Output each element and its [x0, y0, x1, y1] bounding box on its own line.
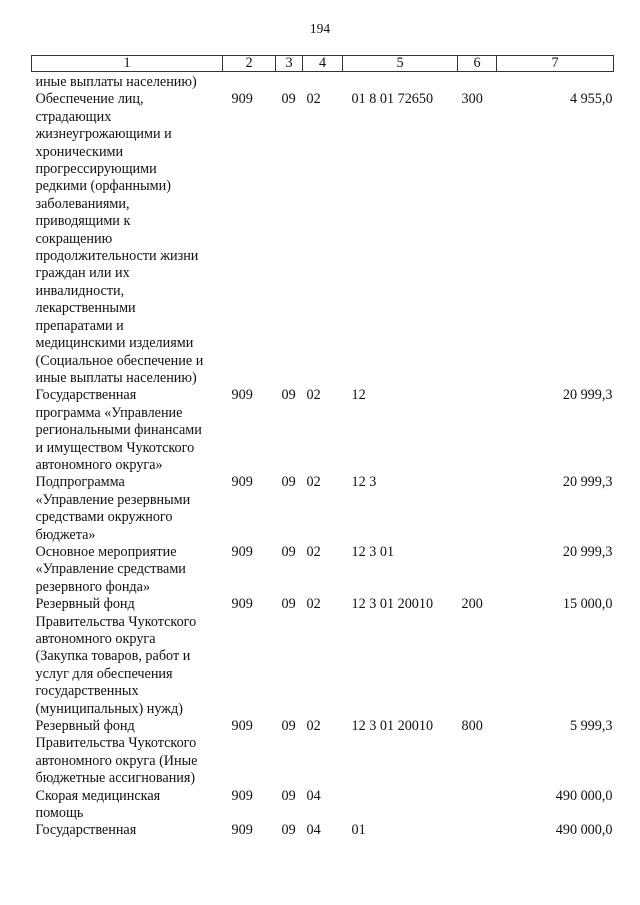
row-name-line: приводящими к	[35, 213, 131, 230]
target-article: 12 3 01 20010	[351, 718, 434, 735]
amount: 20 999,3	[562, 387, 613, 404]
row-name-line: Правительства Чукотского	[35, 735, 197, 752]
target-article: 12 3 01 20010	[351, 596, 434, 613]
row-name-line: медицинскими изделиями	[35, 335, 194, 352]
admin-code: 909	[231, 474, 253, 491]
row-name-line: автономного округа»	[35, 456, 163, 473]
table-row	[32, 718, 614, 788]
admin-code: 909	[231, 718, 253, 735]
header-row	[32, 56, 614, 72]
section-code: 09	[281, 387, 296, 404]
row-name-line: региональными финансами	[35, 422, 202, 439]
row-name-line: государственных	[35, 683, 139, 700]
amount: 490 000,0	[555, 822, 613, 839]
expense-type	[458, 544, 497, 596]
table-row	[32, 788, 614, 823]
row-name-line: сокращению	[35, 230, 113, 247]
row-name-line: заболеваниями,	[35, 195, 130, 212]
row-name-line: лекарственными	[35, 300, 136, 317]
table-row	[32, 596, 614, 718]
section-code: 09	[281, 718, 296, 735]
row-name-line: граждан или их	[35, 265, 130, 282]
row-name-line: Основное мероприятие	[35, 543, 177, 560]
section-code: 09	[281, 787, 296, 804]
row-name-line: продолжительности жизни	[35, 248, 199, 265]
row-name-line: Правительства Чукотского	[35, 613, 197, 630]
subsection-code: 02	[306, 543, 321, 560]
expense-type: 300	[461, 91, 483, 108]
admin-code: 909	[231, 787, 253, 804]
subsection-code: 02	[306, 387, 321, 404]
row-name-line: «Управление резервными	[35, 491, 191, 508]
subsection-code: 04	[306, 822, 321, 839]
table-row	[32, 91, 614, 387]
subsection-code: 02	[306, 718, 321, 735]
row-name-line: бюджета»	[35, 526, 96, 543]
row-name-line: и имуществом Чукотского	[35, 439, 195, 456]
row-name-line: препаратами и	[35, 317, 124, 334]
row-name-line: Государственная	[35, 822, 137, 839]
row-name-line: Государственная	[35, 387, 137, 404]
section-code: 09	[281, 474, 296, 491]
amount: 15 000,0	[562, 596, 613, 613]
row-name-line: страдающих	[35, 108, 112, 125]
header-col-2: 2	[223, 56, 276, 72]
row-name-line: Резервный фонд	[35, 596, 135, 613]
table-row	[32, 474, 614, 544]
admin-code: 909	[231, 822, 253, 839]
row-name-line: прогрессирующими	[35, 161, 157, 178]
continuation-row	[32, 72, 614, 92]
row-name-line: инвалидности,	[35, 282, 125, 299]
header-col-5: 5	[343, 56, 458, 72]
row-name	[32, 544, 223, 596]
amount: 20 999,3	[562, 543, 613, 560]
section-code: 09	[281, 596, 296, 613]
amount: 4 955,0	[569, 91, 613, 108]
row-name-line: хроническими	[35, 143, 124, 160]
row-name	[32, 596, 223, 718]
header-col-1: 1	[32, 56, 223, 72]
row-name-line: редкими (орфанными)	[35, 178, 171, 195]
row-name-line: автономного округа	[35, 631, 156, 647]
expense-type	[458, 474, 497, 544]
target-article: 12	[351, 387, 366, 404]
subsection-code: 02	[306, 474, 321, 491]
continuation-text: иные выплаты населению)	[35, 74, 197, 90]
row-name	[32, 788, 223, 823]
expense-type	[458, 788, 497, 823]
target-article: 01 8 01 72650	[351, 91, 434, 108]
row-name-line: услуг для обеспечения	[35, 665, 173, 682]
admin-code: 909	[231, 91, 253, 108]
amount: 5 999,3	[569, 718, 613, 735]
row-name-line: средствами окружного	[35, 509, 173, 526]
subsection-code: 02	[306, 91, 321, 108]
target-article: 01	[351, 822, 366, 839]
row-name-line: «Управление средствами	[35, 561, 186, 578]
row-name-line: бюджетные ассигнования)	[35, 770, 196, 787]
header-col-7: 7	[497, 56, 614, 72]
section-code: 09	[281, 543, 296, 560]
table-row	[32, 544, 614, 596]
row-name-line: (Закупка товаров, работ и	[35, 648, 191, 665]
section-code: 09	[281, 91, 296, 108]
table-row	[32, 822, 614, 839]
admin-code: 909	[231, 596, 253, 613]
row-name	[32, 387, 223, 474]
header-col-6: 6	[458, 56, 497, 72]
target-article	[343, 788, 458, 823]
page-number: 194	[309, 21, 331, 36]
admin-code: 909	[231, 543, 253, 560]
header-col-4: 4	[303, 56, 343, 72]
row-name-line: Обеспечение лиц,	[35, 91, 144, 108]
budget-table	[31, 55, 614, 840]
row-name-line: (Социальное обеспечение и	[35, 352, 204, 369]
section-code: 09	[281, 822, 296, 839]
table-row	[32, 387, 614, 474]
header-col-3: 3	[276, 56, 303, 72]
row-name-line: Скорая медицинская	[35, 787, 161, 804]
target-article: 12 3 01	[351, 543, 395, 560]
row-name	[32, 822, 223, 839]
row-name-line: жизнеугрожающими и	[35, 126, 172, 143]
row-name-line: программа «Управление	[35, 404, 183, 421]
expense-type: 200	[461, 596, 483, 613]
expense-type: 800	[461, 718, 483, 735]
row-name-line: резервного фонда»	[35, 578, 151, 595]
row-name	[32, 474, 223, 544]
row-name-line: (муниципальных) нужд)	[35, 700, 183, 717]
admin-code: 909	[231, 387, 253, 404]
expense-type	[458, 822, 497, 839]
row-name-line: автономного округа (Иные	[35, 752, 198, 769]
row-name-line: Резервный фонд	[35, 718, 135, 735]
row-name-line: Подпрограмма	[35, 474, 125, 491]
subsection-code: 02	[306, 596, 321, 613]
row-name	[32, 718, 223, 788]
row-name-line: помощь	[35, 805, 84, 822]
subsection-code: 04	[306, 787, 321, 804]
expense-type	[458, 387, 497, 474]
row-name-line: иные выплаты населению)	[35, 369, 197, 386]
row-name	[32, 91, 223, 387]
target-article: 12 3	[351, 474, 377, 491]
amount: 20 999,3	[562, 474, 613, 491]
amount: 490 000,0	[555, 787, 613, 804]
